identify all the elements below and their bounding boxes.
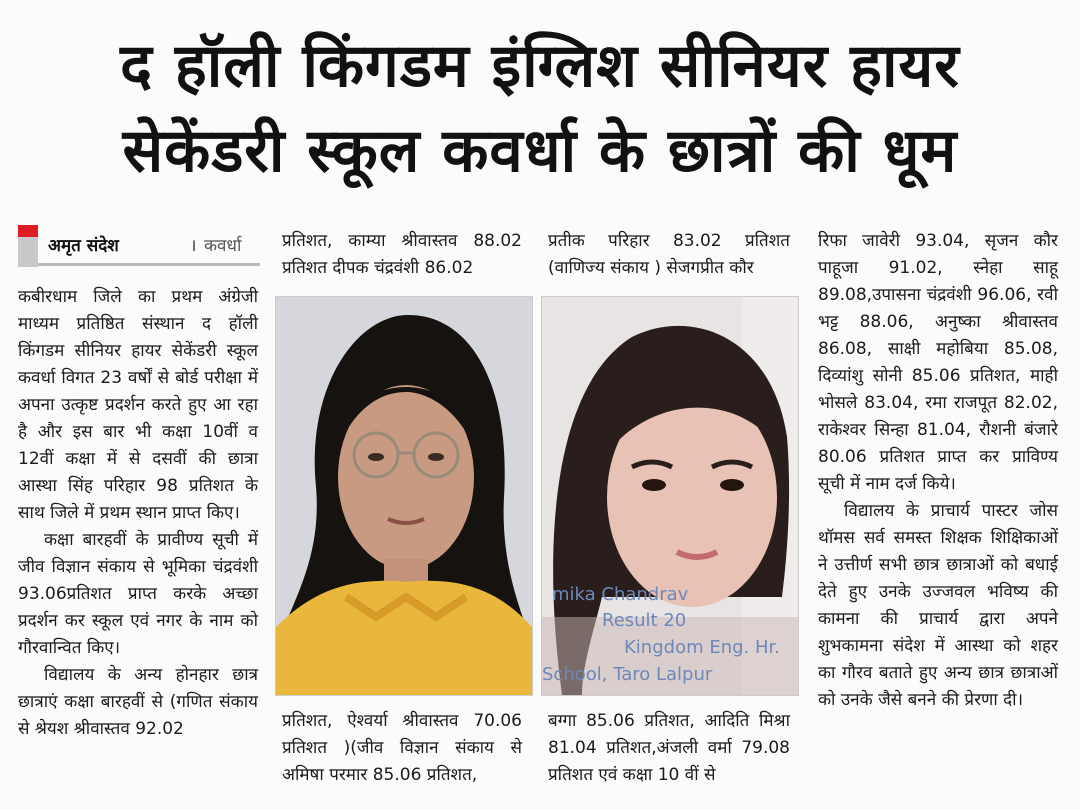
photo-caption-line-2: Result 20 (602, 610, 687, 631)
col3-top-text: प्रतीक परिहार 83.02 प्रतिशत (वाणिज्य संकाय ) सेजगप्रीत कौर (548, 231, 790, 278)
brand-underline (38, 263, 260, 266)
article-column-4 (818, 228, 1058, 714)
brand-red-block (18, 225, 38, 237)
newspaper-brand (18, 225, 260, 269)
headline-line-2: सेकेंडरी स्कूल कवर्धा के छात्रों की धूम (122, 116, 958, 186)
student-photo-1 (275, 296, 533, 696)
col4-paragraph-2: विद्यालय के प्राचार्य पास्टर जोस थॉमस सर्व समस्त शिक्षक शिक्षिकाओं ने उत्तीर्ण सभी छात्र छात्राओं को बधाई देते हुए उनके उज्जवल भविष्य की कामना की प्राचार्य द्वारा अपने शुभकामना संदेश में आस्था को शहर का गौरव बताते हुए अन्य छात्र छात्राओं को उनके जैसे बनने की प्रेरणा दी। (818, 501, 1058, 710)
student-photo-2 (541, 296, 799, 696)
brand-name: अमृत संदेश (48, 236, 119, 256)
col2-top-text: प्रतिशत, काम्या श्रीवास्तव 88.02 प्रतिशत दीपक चंद्रवंशी 86.02 (282, 231, 522, 278)
col1-paragraph-2: कक्षा बारहवीं के प्रावीण्य सूची में जीव विज्ञान संकाय से भूमिका चंद्रवंशी 93.06प्रतिशत प्राप्त करके अच्छा प्रदर्शन कर स्कूल एवं नगर के नाम को गौरवान्वित किए। (18, 530, 258, 658)
brand-city: कवर्धा (204, 236, 242, 256)
headline-line-1: द हॉली किंगडम इंग्लिश सीनियर हायर (120, 31, 960, 101)
photo-caption-line-1: mika Chandrav (552, 584, 689, 605)
col2-bottom-text: प्रतिशत, ऐश्वर्या श्रीवास्तव 70.06 प्रतिशत )(जीव विज्ञान संकाय से अमिषा परमार 85.06 प्रतिशत, (282, 711, 522, 785)
article-column-1 (18, 284, 258, 743)
col1-paragraph-3: विद्यालय के अन्य होनहार छात्र छात्राएं कक्षा बारहवीं से (गणित संकाय से श्रेयश श्रीवास्तव 92.02 (18, 665, 258, 739)
col1-paragraph-1: कबीरधाम जिले का प्रथम अंग्रेजी माध्यम प्रतिष्ठित संस्थान द हॉली किंगडम सीनियर हायर सेकेंडरी स्कूल कवर्धा विगत 23 वर्षों से बोर्ड परीक्षा में अपना उत्कृष्ट प्रदर्शन करते हुए आ रहा है और इस बार भी कक्षा 10वीं व 12वीं कक्षा में से दसवीं की छात्रा आस्था सिंह परिहार 98 प्रतिशत के साथ जिले में प्रथम स्थान प्राप्त किए। (18, 287, 258, 523)
photo-caption-line-4: School, Taro Lalpur (542, 664, 713, 685)
brand-grey-block (18, 237, 38, 267)
brand-separator: । (190, 236, 197, 256)
col3-bottom-text: बग्गा 85.06 प्रतिशत, आदिति मिश्रा 81.04 प्रतिशत,अंजली वर्मा 79.08 प्रतिशत एवं कक्षा 10 वीं से (548, 711, 790, 785)
student-portrait-1-illustration (276, 297, 532, 695)
photo-caption-line-3: Kingdom Eng. Hr. (624, 637, 780, 658)
col4-paragraph-1: रिफा जावेरी 93.04, सृजन कौर पाहूजा 91.02, स्नेहा साहू 89.08,उपासना चंद्रवंशी 96.06, रवी भट्ट 88.06, अनुष्का श्रीवास्तव 86.08, साक्षी महोबिया 85.08, दिव्यांशु सोनी 85.06 प्रतिशत, माही भोसले 83.04, रमा राजपूत 82.02, राकेश्वर सिन्हा 81.04, रौशनी बंजारे 80.06 प्रतिशत प्राप्त कर प्राविण्य सूची में नाम दर्ज किये। (818, 231, 1058, 494)
